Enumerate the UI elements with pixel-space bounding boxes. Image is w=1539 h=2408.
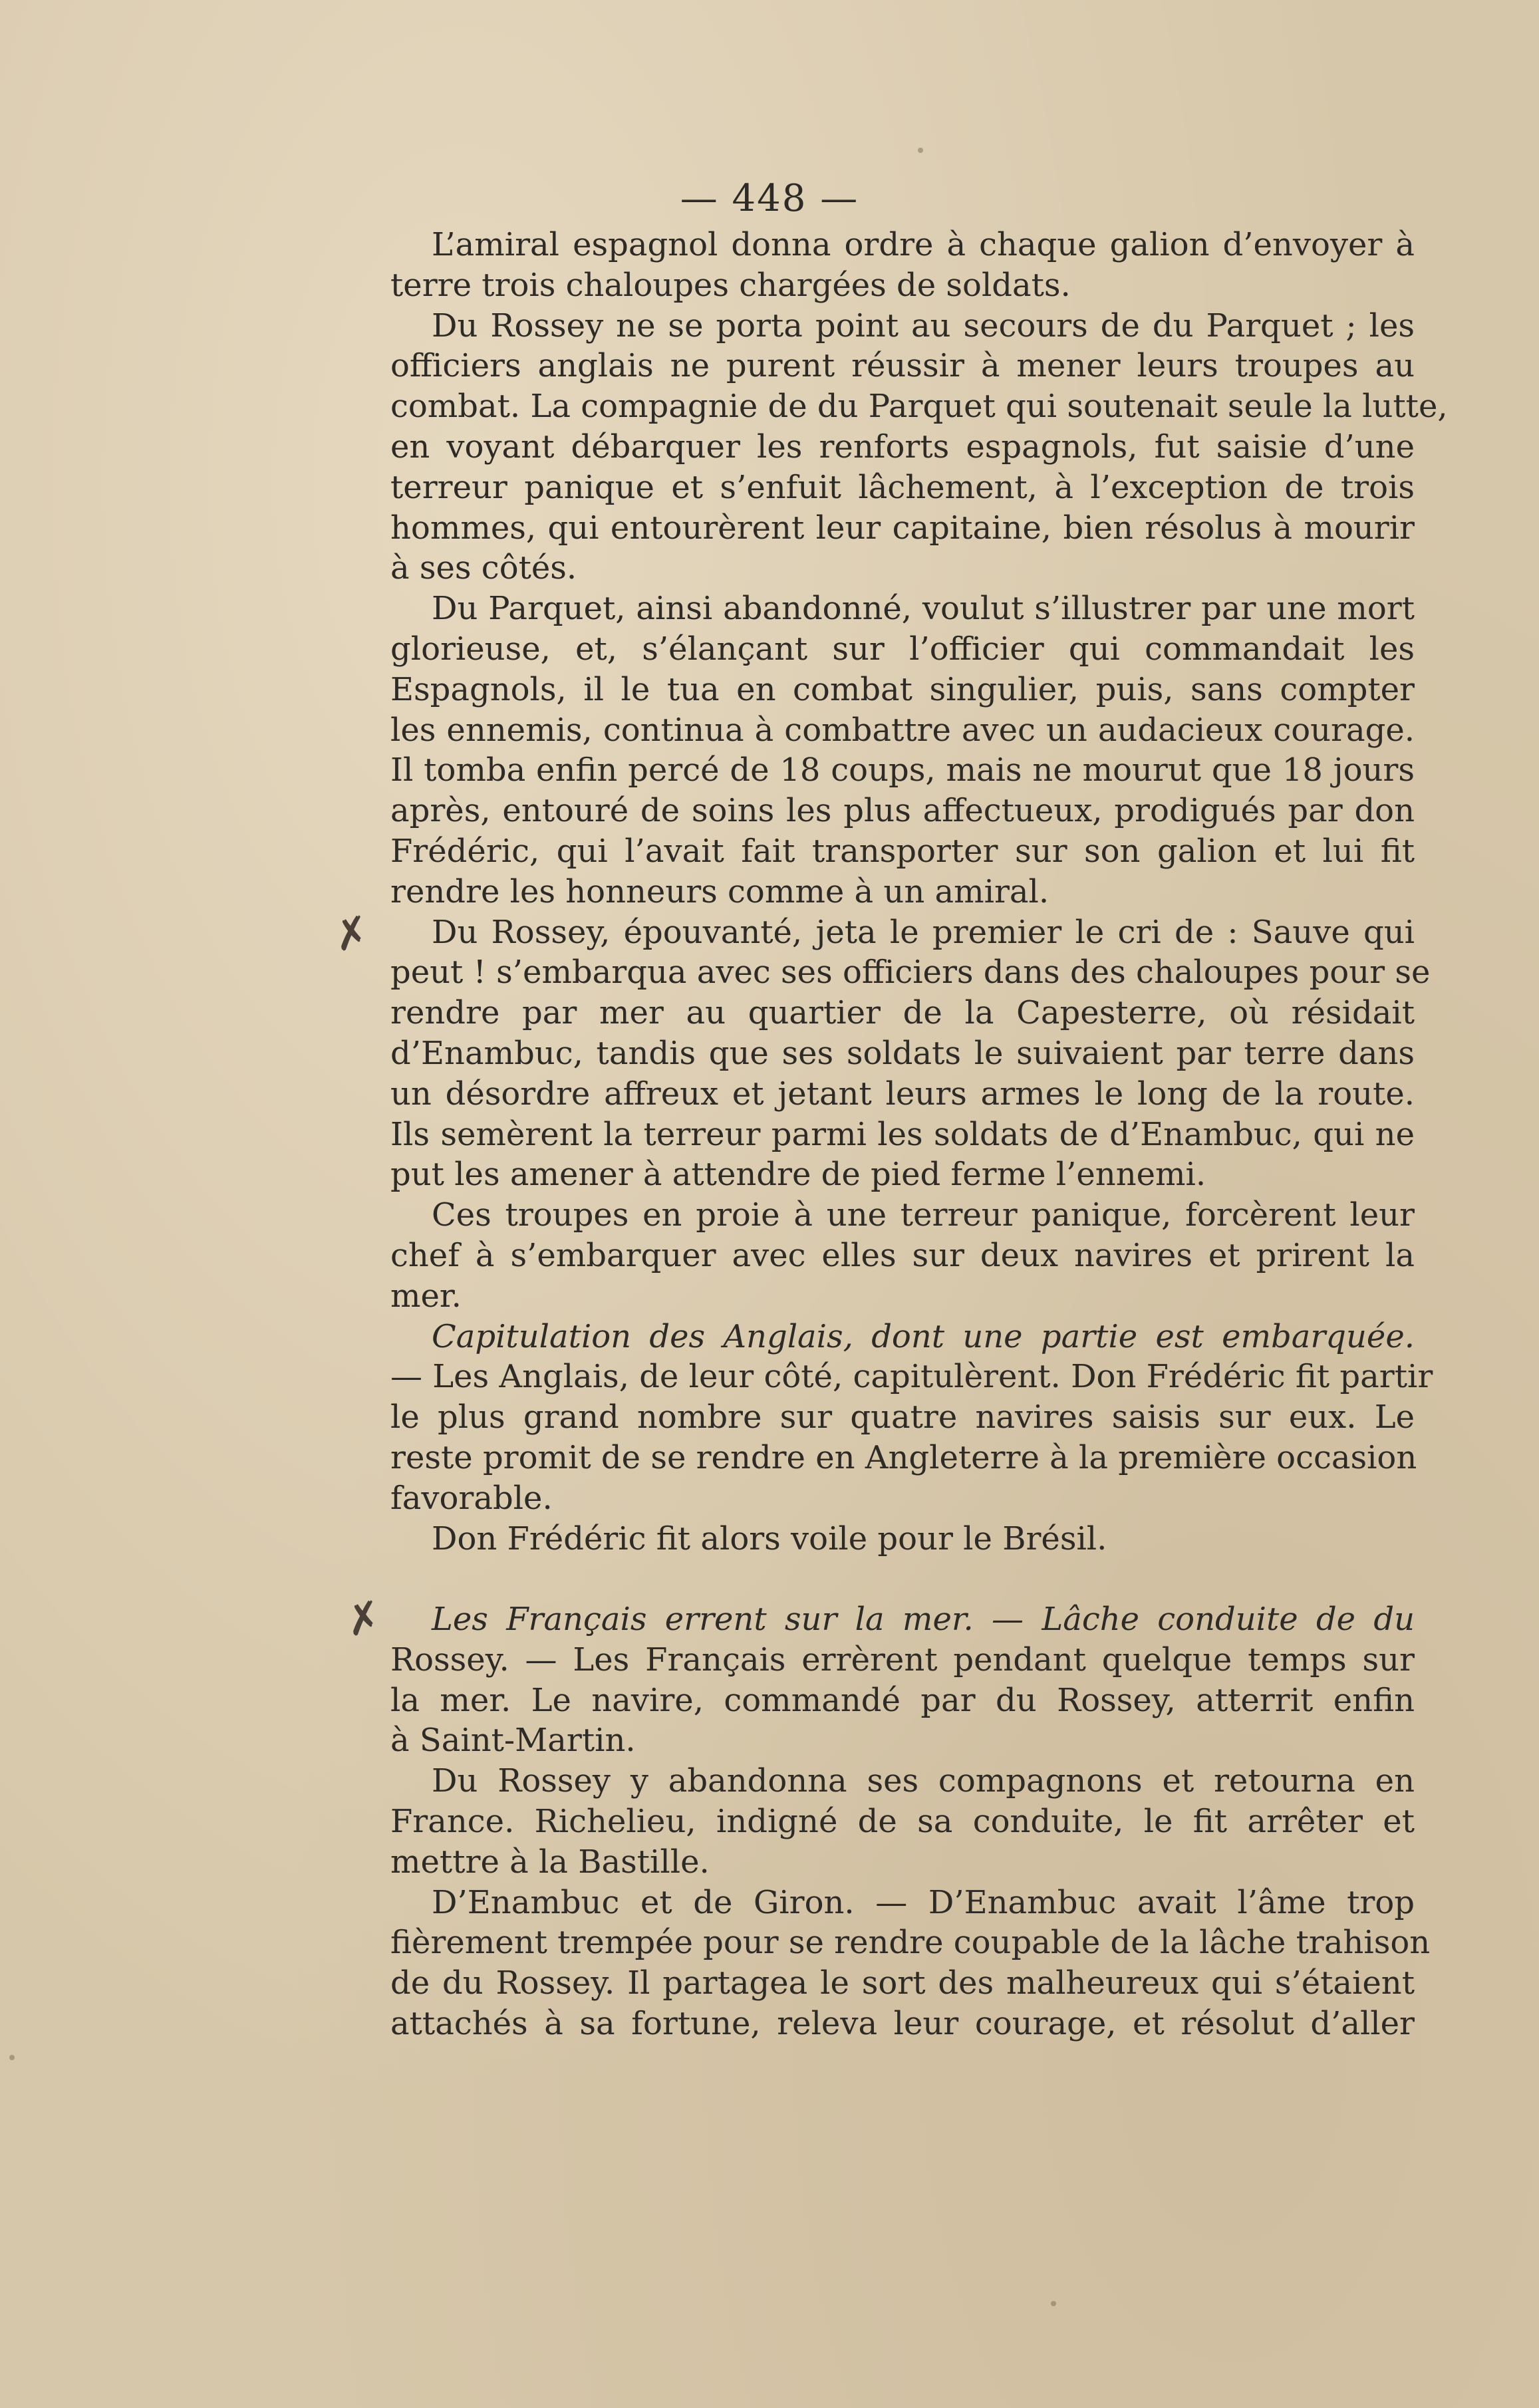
text-line: Les Français errent sur la mer. — Lâche conduite de du <box>432 1601 1415 1639</box>
body-text <box>390 225 1448 2044</box>
text-line: mettre à la Bastille. <box>390 1843 710 1881</box>
text-line: reste promit de se rendre en Angleterre à la première occasion <box>390 1438 1417 1476</box>
text-line: Du Rossey, épouvanté, jeta le premier le cri de : Sauve qui <box>432 913 1415 951</box>
text-line: D’Enambuc et de Giron. — D’Enambuc avait l’âme trop <box>432 1883 1415 1921</box>
margin-cross-mark-2: ✗ <box>341 1591 386 1647</box>
text-line: un désordre affreux et jetant leurs armes le long de la route. <box>390 1075 1415 1113</box>
text-line: L’amiral espagnol donna ordre à chaque galion d’envoyer à <box>432 226 1415 263</box>
text-line: de du Rossey. Il partagea le sort des malheureux qui s’étaient <box>390 1964 1415 2002</box>
text-line: rendre par mer au quartier de la Capesterre, où résidait <box>390 994 1415 1032</box>
page-number: — 448 — <box>680 177 859 220</box>
text-line: les ennemis, continua à combattre avec un audacieux courage. <box>390 711 1415 749</box>
text-line: officiers anglais ne purent réussir à mener leurs troupes au <box>390 347 1415 385</box>
text-line: Du Rossey ne se porta point au secours de du Parquet ; les <box>432 307 1415 344</box>
text-line: après, entouré de soins les plus affectueux, prodigués par don <box>390 792 1415 830</box>
text-line: combat. La compagnie de du Parquet qui soutenait seule la lutte, <box>390 388 1448 426</box>
text-line: Il tomba enfin percé de 18 coups, mais ne mourut que 18 jours <box>390 751 1415 789</box>
text-line: d’Enambuc, tandis que ses soldats le suivaient par terre dans <box>390 1034 1415 1072</box>
text-line: le plus grand nombre sur quatre navires saisis sur eux. Le <box>390 1399 1415 1436</box>
paper-speck <box>918 148 923 153</box>
text-line: — Les Anglais, de leur côté, capitulèrent. Don Frédéric fit partir <box>390 1358 1433 1396</box>
text-line: Don Frédéric fit alors voile pour le Brésil. <box>432 1520 1107 1557</box>
text-line: glorieuse, et, s’élançant sur l’officier qui commandait les <box>390 630 1415 668</box>
margin-cross-mark-1: ✗ <box>329 906 374 962</box>
text-line: en voyant débarquer les renforts espagnols, fut saisie d’une <box>390 428 1415 466</box>
text-line: attachés à sa fortune, releva leur courage, et résolut d’aller <box>390 2005 1415 2043</box>
text-line: mer. <box>390 1277 462 1315</box>
paper-speck <box>9 2055 15 2060</box>
text-line: Rossey. — Les Français errèrent pendant quelque temps sur <box>390 1641 1415 1678</box>
text-line: à Saint-Martin. <box>390 1722 636 1760</box>
text-line: Capitulation des Anglais, dont une partie est embarquée. <box>432 1317 1415 1355</box>
text-line: peut ! s’embarqua avec ses officiers dans des chaloupes pour se <box>390 954 1431 992</box>
text-line: hommes, qui entourèrent leur capitaine, bien résolus à mourir <box>390 509 1415 547</box>
text-line: Ils semèrent la terreur parmi les soldats de d’Enambuc, qui ne <box>390 1115 1415 1153</box>
text-line: terre trois chaloupes chargées de soldats. <box>390 266 1071 304</box>
text-line: la mer. Le navire, commandé par du Rossey, atterrit enfin <box>390 1681 1415 1719</box>
text-line: Espagnols, il le tua en combat singulier, puis, sans compter <box>390 670 1415 708</box>
paper-speck <box>1051 2301 1056 2306</box>
text-line: fièrement trempée pour se rendre coupable de la lâche trahison <box>390 1924 1431 1962</box>
text-line: Du Parquet, ainsi abandonné, voulut s’illustrer par une mort <box>432 590 1415 628</box>
text-line: à ses côtés. <box>390 549 577 587</box>
text-line: rendre les honneurs comme à un amiral. <box>390 872 1049 910</box>
text-line: Ces troupes en proie à une terreur panique, forcèrent leur <box>432 1196 1415 1234</box>
text-line: Frédéric, qui l’avait fait transporter sur son galion et lui fit <box>390 832 1415 870</box>
text-line <box>390 1559 1415 1599</box>
text-line: France. Richelieu, indigné de sa conduite, le fit arrêter et <box>390 1803 1415 1841</box>
text-line: terreur panique et s’enfuit lâchement, à l’exception de trois <box>390 468 1415 506</box>
text-line: put les amener à attendre de pied ferme l’ennemi. <box>390 1156 1206 1194</box>
text-line: favorable. <box>390 1479 553 1517</box>
text-line: chef à s’embarquer avec elles sur deux navires et prirent la <box>390 1236 1415 1274</box>
text-line: Du Rossey y abandonna ses compagnons et retourna en <box>432 1762 1415 1800</box>
